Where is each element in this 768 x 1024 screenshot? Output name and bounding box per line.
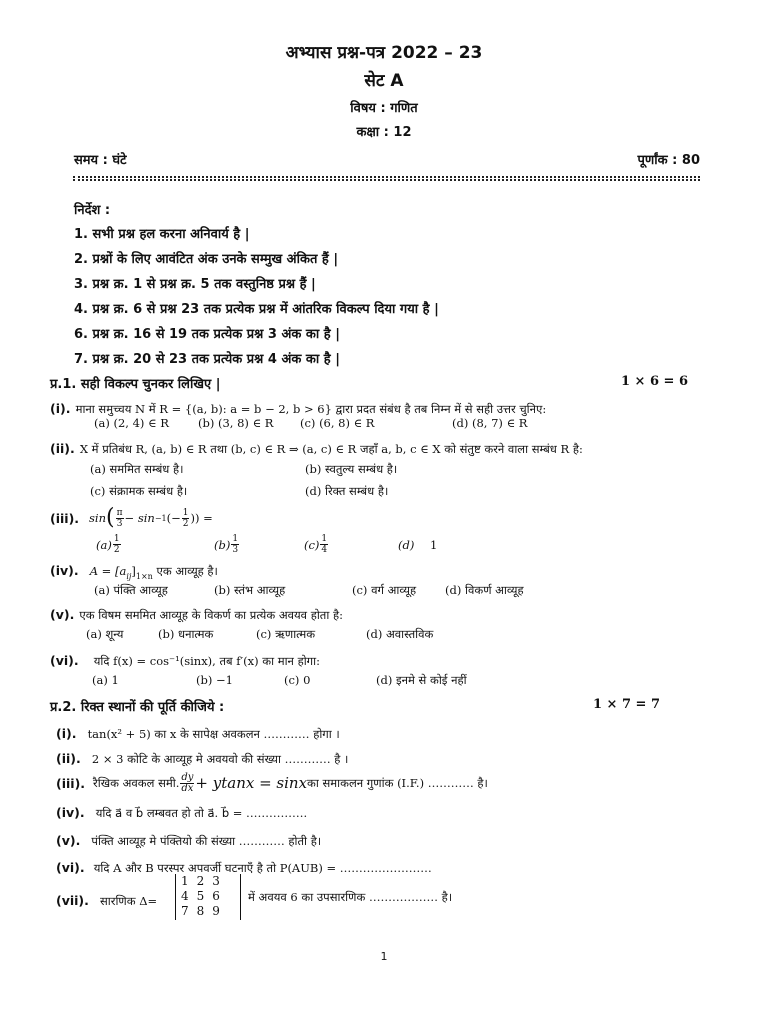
paper-title: अभ्यास प्रश्न-पत्र 2022 – 23 [285, 43, 483, 63]
question-text: एक विषम सममित आव्यूह के विकर्ण का प्रत्येक अवयव होता है: [79, 608, 343, 622]
option-a: (a) $\frac{1}{2}$ [96, 534, 120, 555]
question-row [50, 650, 320, 669]
question-number: (iv). [50, 563, 79, 578]
instruction-item: 3. प्रश्न क्र. 1 से प्रश्न क्र. 5 तक वस्तुनिष्ठ प्रश्न हैं | [74, 277, 316, 292]
option-b: (b) −1 [196, 673, 233, 687]
question-text: रैखिक अवकल समी. [93, 775, 180, 790]
option-b: (b) स्तंभ आव्यूह [214, 583, 286, 597]
question-row [50, 438, 583, 457]
question-row [56, 748, 348, 767]
determinant-grid [177, 874, 224, 919]
option-a: (a) 1 [92, 673, 119, 687]
page-number: 1 [380, 950, 388, 963]
paren-open: ( [106, 505, 115, 530]
option-d: (d) (8, 7) ∈ R [452, 416, 528, 430]
section2-marks: 1 × 7 = 7 [592, 697, 660, 712]
determinant [175, 874, 241, 920]
question-number: (i). [56, 726, 77, 741]
question-row [56, 802, 307, 821]
option-c: (c) $\frac{1}{4}$ [304, 534, 328, 555]
question-text: का समाकलन गुणांक (I.F.) ………… है। [307, 775, 488, 790]
question-text: tan(x² + 5) का x के सापेक्ष अवकलन ………… होगा । [87, 727, 340, 741]
question-row [50, 398, 546, 417]
instruction-item: 2. प्रश्नों के लिए आवंटित अंक उनके सम्मुख अंकित हैं | [74, 252, 339, 267]
matrix-cell: 3 [212, 874, 220, 888]
question-number: (ii). [50, 441, 75, 456]
option-c: (c) (6, 8) ∈ R [300, 416, 375, 430]
option-c: (c) संक्रामक सम्बंध है। [90, 484, 188, 498]
option-b: (b) धनात्मक [158, 627, 214, 641]
option-c: (c) वर्ग आव्यूह [352, 583, 417, 597]
matrix-cell: 5 [196, 889, 205, 903]
paper-subject: विषय : गणित [350, 101, 418, 116]
section2-heading: प्र.2. रिक्त स्थानों की पूर्ति कीजिये : [50, 700, 225, 715]
determinant-bar-right [240, 874, 241, 920]
question-number: (v). [56, 833, 81, 848]
question-number: (vi). [50, 653, 79, 668]
option-b: (b) $\frac{1}{3}$ [214, 534, 239, 555]
inverse-sup: −1 [154, 513, 167, 523]
bracket-close: ] [131, 564, 136, 578]
equation: + ytanx = sinx [195, 774, 308, 792]
question-text: माना समुच्चय N में R = {(a, b): a = b − 2, b > 6} द्वारा प्रदत संबंध है तब निम्न में से सही उत्तर चुनिए: [75, 402, 547, 416]
paper-class: कक्षा : 12 [356, 125, 412, 140]
max-marks: पूर्णांक : 80 [637, 153, 700, 168]
question-row [56, 830, 321, 849]
question-text: यदि A और B परस्पर अपवर्जी घटनाएँ है तो P(AUB) = …………………… [93, 861, 432, 875]
option-a: (a) सममित सम्बंध है। [90, 462, 184, 476]
determinant-bar-left [175, 874, 176, 920]
matrix-cell: 8 [196, 904, 205, 918]
option-d: (d) इनमे से कोई नहीं [376, 673, 467, 687]
option-b: (b) स्वतुल्य सम्बंध है। [305, 462, 398, 476]
question-number: (v). [50, 607, 75, 622]
question-text: एक आव्यूह है। [152, 564, 218, 578]
instruction-item: 6. प्रश्न क्र. 16 से 19 तक प्रत्येक प्रश्न 3 अंक का है | [74, 327, 340, 342]
question-number: (ii). [56, 751, 81, 766]
fraction-1-2: $\frac{1}{2}$ [182, 507, 189, 529]
question-number: (iii). [50, 510, 80, 526]
time-label: समय : घंटे [74, 153, 127, 168]
option-c: (c) 0 [284, 673, 311, 687]
instruction-item: 7. प्रश्न क्र. 20 से 23 तक प्रत्येक प्रश्न 4 अंक का है | [74, 352, 340, 367]
matrix-cell: 9 [212, 904, 220, 918]
question-number: (i). [50, 401, 71, 416]
question-row [50, 604, 343, 623]
question-number: (iv). [56, 805, 85, 820]
paren-minus: (− [166, 511, 181, 525]
sin-term: sin [89, 511, 107, 525]
option-a: (a) (2, 4) ∈ R [94, 416, 169, 430]
matrix-cell: 4 [181, 889, 189, 903]
fraction-pi-3: $\frac{\pi}{3}$ [116, 507, 123, 529]
question-row [56, 857, 432, 876]
option-a: (a) शून्य [86, 627, 124, 641]
question-text: यदि a⃗ व b⃗ लम्बवत हो तो a⃗. b⃗ = ……………. [95, 806, 308, 820]
instruction-item: 4. प्रश्न क्र. 6 से प्रश्न 23 तक प्रत्येक प्रश्न में आंतरिक विकल्प दिया गया है | [74, 302, 439, 317]
divider-2 [73, 179, 700, 181]
question-text: पंक्ति आव्यूह मे पंक्तियो की संख्या ………… होती है। [91, 834, 322, 848]
question-row [50, 504, 213, 532]
question-text: सारणिक Δ= [100, 894, 158, 908]
question-text: 2 × 3 कोटि के आव्यूह मे अवयवो की संख्या ………… है । [91, 752, 349, 766]
option-d: (d) रिक्त सम्बंध है। [305, 484, 389, 498]
fraction-dy-dx: $\frac{dy}{dx}$ [181, 771, 194, 794]
matrix-cell: 2 [196, 874, 205, 888]
divider [73, 176, 700, 178]
question-row [50, 560, 218, 581]
matrix-cell: 1 [181, 874, 189, 888]
option-a: (a) पंक्ति आव्यूह [94, 583, 168, 597]
question-number: (iii). [56, 775, 86, 791]
instruction-item: 1. सभी प्रश्न हल करना अनिवार्य है | [74, 227, 250, 242]
option-d: (d) विकर्ण आव्यूह [445, 583, 524, 597]
subscript-ij: ij [126, 572, 132, 582]
section1-marks: 1 × 6 = 6 [620, 374, 688, 389]
minus-arcsin: − sin [124, 511, 155, 525]
question-text: X में प्रतिबंध R, (a, b) ∈ R तथा (b, c) ∈ R ⇒ (a, c) ∈ R जहाँ a, b, c ∈ X को संतुष्ट करने वाला सम्बंध R है: [79, 442, 583, 456]
question-row [56, 768, 488, 798]
paper-set: सेट A [364, 71, 404, 91]
question-text: में अवयव 6 का उपसारणिक ……………… है। [248, 890, 453, 904]
instructions-heading: निर्देश : [74, 203, 111, 218]
question-number: (vi). [56, 860, 85, 875]
question-row [56, 723, 340, 742]
matrix-notation: A = [a [89, 564, 127, 578]
option-d: (d) अवास्तविक [366, 627, 434, 641]
question-text: यदि f(x) = cos⁻¹(sinx), तब f′(x) का मान होगा: [93, 654, 321, 668]
matrix-cell: 7 [181, 904, 189, 918]
matrix-cell: 6 [212, 889, 220, 903]
section1-heading: प्र.1. सही विकल्प चुनकर लिखिए | [50, 377, 221, 392]
option-c: (c) ऋणात्मक [256, 627, 316, 641]
option-b: (b) (3, 8) ∈ R [198, 416, 274, 430]
subscript-order: 1×n [135, 572, 153, 582]
question-number: (vii). [56, 893, 89, 908]
question-row [56, 890, 157, 909]
option-d: (d) 1 [398, 538, 438, 552]
paren-close-equals: )) = [190, 511, 213, 525]
